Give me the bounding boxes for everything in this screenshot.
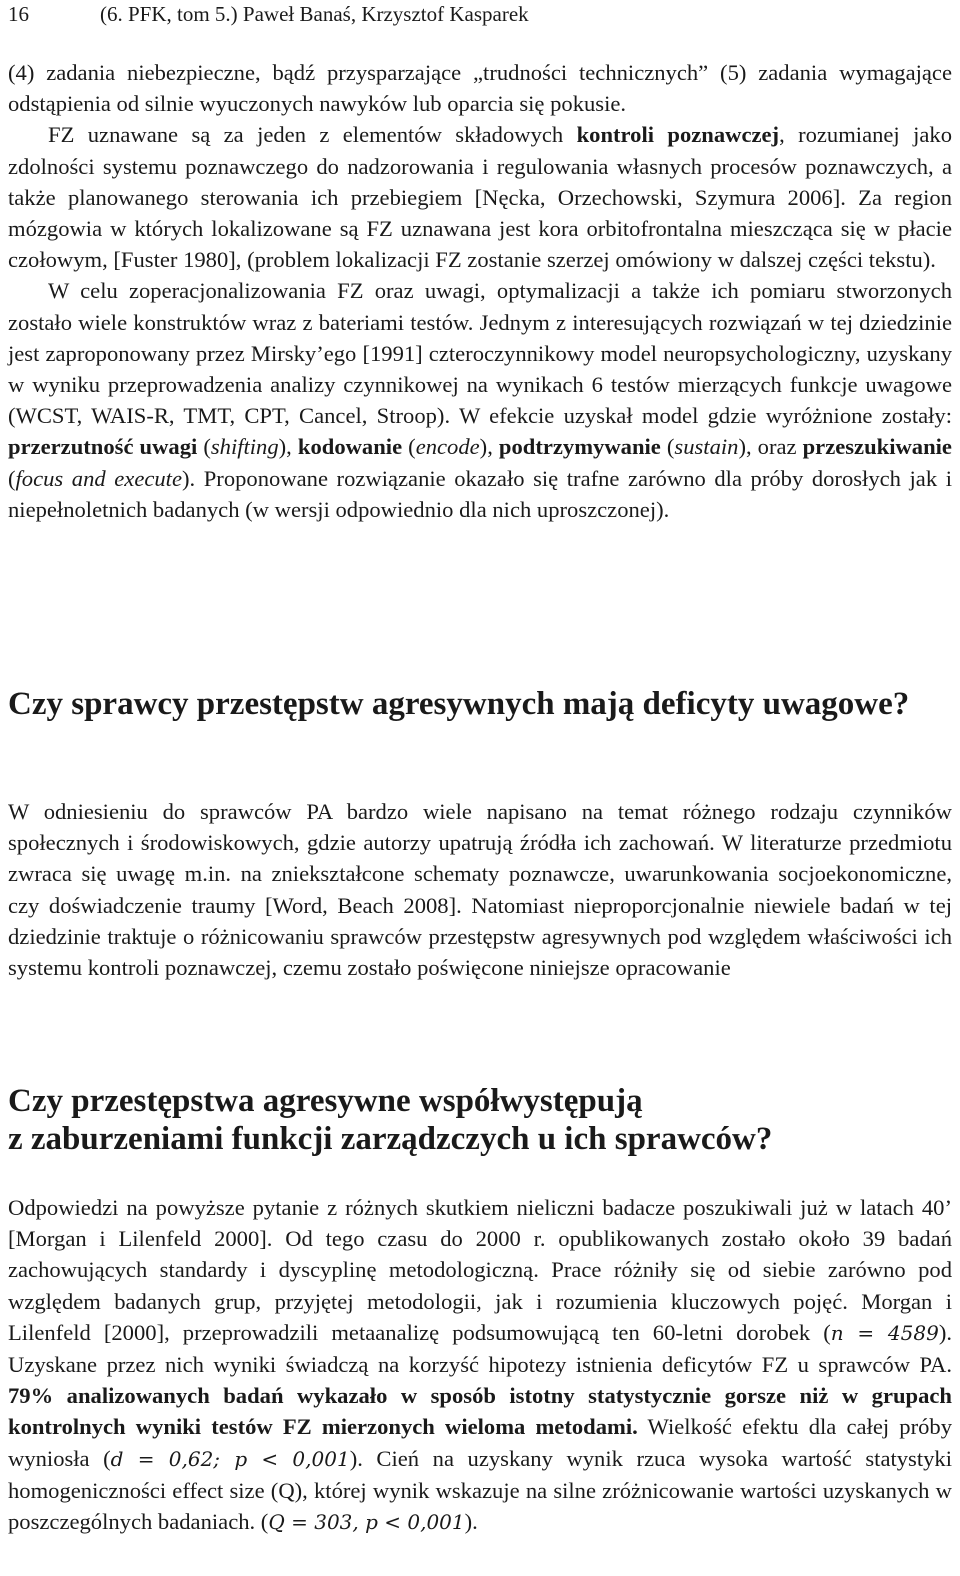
paragraph-metaanaliza: Odpowiedzi na powyższe pytanie z różnych skutkiem nieliczni badacze poszukiwali już w latach 40’ [Morgan i Lilenfeld 2000]. Od tego czasu do 2000 r. opublikowanych zostało około 39 badań zachowujących standardy i dyscyplinę metodologiczną. Prace różniły się od siebie zarówno pod względem badanych grup, przyjętej metodologii, jak i rozumienia kluczowych pojęć. Morgan i Lilenfeld [2000], przeprowadzili metaanalizę podsumowującą ten 60-letni dorobek (n = 4589). Uzyskane przez nich wyniki świadczą na korzyść hipotezy istnienia deficytów FZ u sprawców PA. 79% analizowanych badań wykazało w sposób istotny statystycznie gorsze niż w grupach kontrolnych wyniki testów FZ mierzonych wieloma metodami. Wielkość efektu dla całej próby wyniosła (d = 0,62; p < 0,001). Cień na uzyskany wynik rzuca wysoka wartość statystyki homogeniczności effect size (Q), której wynik wskazuje na silne zróżnicowanie wartości uzyskanych w poszczególnych badaniach. (Q = 303, p < 0,001). <box>8 1195 952 1535</box>
running-title: (6. PFK, tom 5.) Paweł Banaś, Krzysztof Kasparek <box>100 2 529 26</box>
term-encode: kodowanie <box>297 434 403 460</box>
math-effect-size: d = 0,62; p < 0,001 <box>110 1446 350 1471</box>
term-kontrola-poznawcza: kontroli poznawczej <box>576 122 780 148</box>
running-header <box>8 0 529 28</box>
section-heading-wspolwystepowanie: Czy przestępstwa agresywne współwystępują z zaburzeniami funkcji zarządzczych u ich sprawców? <box>8 1083 773 1157</box>
term-focus: przeszukiwanie <box>802 434 952 460</box>
paragraph-mirsky-model: W celu zoperacjonalizowania FZ oraz uwagi, optymalizacji a także ich pomiaru stworzonych zostało wiele konstruktów wraz z bateriami testów. Jednym z interesujących rozwiązań w tej dziedzinie jest zaproponowany przez Mirsky’ego [1991] czteroczynnikowy model neuropsychologiczny, uzyskany w wyniku przeprowadzenia analizy czynnikowej na wynikach 6 testów mierzących funkcje uwagowe (WCST, WAIS-R, TMT, CPT, Cancel, Stroop). W efekcie uzyskał model gdzie wyróżnione zostały: przerzutność uwagi (shifting), kodowanie (encode), podtrzymywanie (sustain), oraz przeszukiwanie (focus and execute). Proponowane rozwiązanie okazało się trafne zarówno dla próby dorosłych jak i niepełnoletnich badanych (w wersji odpowiednio dla nich uproszczonej). <box>8 278 952 522</box>
paragraph-list-end: (4) zadania niebezpieczne, bądź przysparzające „trudności technicznych” (5) zadania wymagające odstąpienia od silnie wyuczonych nawyków lub oparcia się pokusie. <box>8 60 952 117</box>
term-sustain: podtrzymywanie <box>498 434 661 460</box>
page-number: 16 <box>8 2 29 26</box>
math-q-stat: Q = 303, p < 0,001 <box>268 1510 465 1535</box>
section-body-3 <box>8 1192 952 1538</box>
section-body-2 <box>8 796 952 983</box>
term-shifting: przerzutność uwagi <box>8 434 198 460</box>
section-body-1 <box>8 57 952 525</box>
key-finding: 79% analizowanych badań wykazało w sposób istotny statystycznie gorsze niż w grupach kontrolnych wyniki testów FZ mierzonych wieloma metodami. <box>8 1383 952 1440</box>
paragraph-fz-definition: FZ uznawane są za jeden z elementów składowych kontroli poznawczej, rozumianej jako zdolności systemu poznawczego do nadzorowania i regulowania własnych procesów poznawczych, a także planowanego sterowania ich przebiegiem [Nęcka, Orzechowski, Szymura 2006]. Za region mózgowia w których lokalizowane są FZ uznawana jest kora orbitofrontalna mieszcząca się w płacie czołowym, [Fuster 1980], (problem lokalizacji FZ zostanie szerzej omówiony w dalszej części tekstu). <box>8 122 952 273</box>
math-n: n = 4589 <box>830 1320 939 1345</box>
section-heading-deficyty: Czy sprawcy przestępstw agresywnych mają deficyty uwagowe? <box>8 686 910 722</box>
paragraph-sprawcy-pa: W odniesieniu do sprawców PA bardzo wiele napisano na temat różnego rodzaju czynników społecznych i środowiskowych, gdzie autorzy upatrują źródła ich zachowań. W literaturze przedmiotu zwraca się uwagę m.in. na zniekształcone schematy poznawcze, uwarunkowania socjoekonomiczne, czy doświadczenie traumy [Word, Beach 2008]. Natomiast nieproporcjonalnie niewiele badań w tej dziedzinie traktuje o różnicowaniu sprawców przestępstw agresywnych pod względem właściwości ich systemu kontroli poznawczej, czemu zostało poświęcone niniejsze opracowanie <box>8 799 952 981</box>
